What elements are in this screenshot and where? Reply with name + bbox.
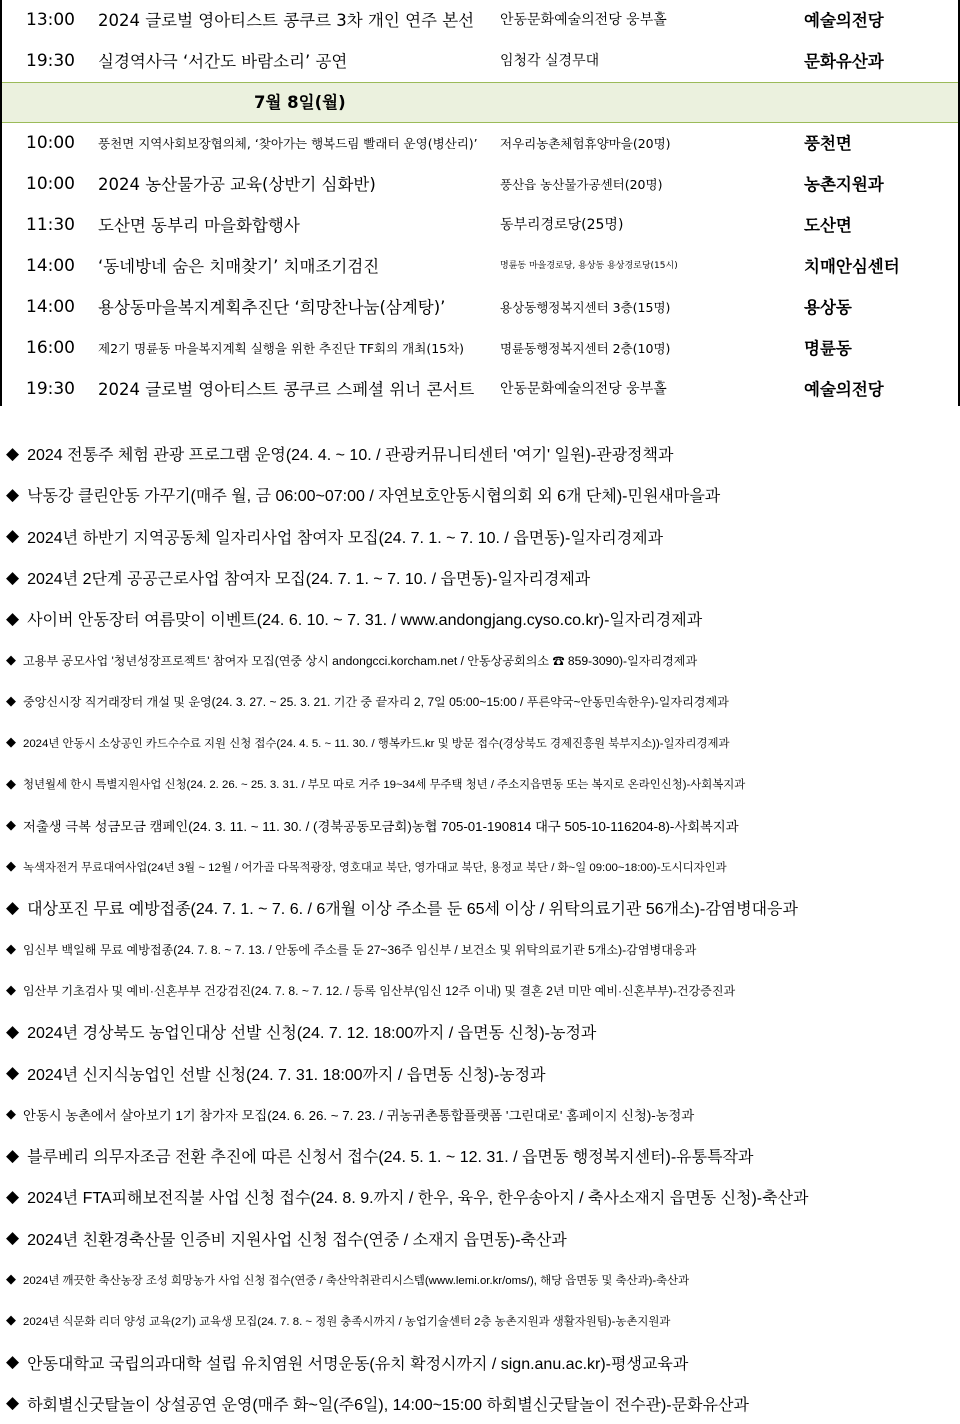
diamond-bullet-icon: ◆ — [6, 1393, 20, 1414]
diamond-bullet-icon: ◆ — [6, 1021, 20, 1042]
event-time: 13:00 — [26, 10, 75, 30]
notice-text: 블루베리 의무자조금 전환 추진에 따른 신청서 접수(24. 5. 1. ~ 12. 31. / 읍면동 행정복지센터)-유통특작과 — [27, 1149, 754, 1167]
event-time: 14:00 — [26, 256, 75, 276]
notice-item — [0, 970, 960, 1011]
event-title: 도산면 동부리 마을화합행사 — [98, 216, 300, 235]
notice-item — [0, 1300, 960, 1341]
diamond-bullet-icon: ◆ — [6, 776, 16, 792]
notice-text: 안동대학교 국립의과대학 설립 유치염원 서명운동(유치 확정시까지 / sign.anu.ac.kr)-평생교육과 — [27, 1355, 689, 1373]
notice-item — [0, 1383, 960, 1424]
notice-item — [0, 598, 960, 639]
diamond-bullet-icon: ◆ — [6, 693, 16, 709]
notice-text: 녹색자전거 무료대여사업(24년 3월 ~ 12월 / 어가골 다목적광장, 영호대교 북단, 영가대교 북단, 용정교 북단 / 화~일 09:00~18:00)-도시디자인과 — [23, 861, 727, 874]
event-place: 명륜동 마을경로당, 용상동 용상경로당(15시) — [500, 261, 678, 271]
notice-item — [0, 1176, 960, 1217]
notice-text: 중앙신시장 직거래장터 개설 및 운영(24. 3. 27. ~ 25. 3. 21. 기간 중 끝자리 2, 7일 05:00~15:00 / 푸른약국~안동민속한우)-일자리경제과 — [23, 694, 729, 709]
notice-text: 2024년 2단계 공공근로사업 참여자 모집(24. 7. 1. ~ 7. 10. / 읍면동)-일자리경제과 — [27, 571, 591, 589]
notice-text: 임산부 기초검사 및 예비·신혼부부 건강검진(24. 7. 8. ~ 7. 12. / 등록 임산부(임신 12주 이내) 및 결혼 2년 미만 예비·신혼부부)-건강증진과 — [23, 984, 736, 998]
notice-item — [0, 1342, 960, 1383]
notice-item — [0, 1011, 960, 1052]
event-time: 16:00 — [26, 338, 75, 358]
notice-item — [0, 1135, 960, 1176]
schedule-row — [2, 369, 958, 410]
notice-text: 청년월세 한시 특별지원사업 신청(24. 2. 26. ~ 25. 3. 31. / 부모 따로 거주 19~34세 무주택 청년 / 주소지읍면동 또는 복지로 온라인신청)-사회복지과 — [23, 779, 746, 792]
event-time: 11:30 — [26, 215, 75, 235]
date-header-label: 7월 8일(월) — [254, 93, 346, 112]
diamond-bullet-icon: ◆ — [6, 983, 16, 998]
event-title: 2024 농산물가공 교육(상반기 심화반) — [98, 175, 376, 194]
notice-text: 2024년 신지식농업인 선발 신청(24. 7. 31. 18:00까지 / 읍면동 신청)-농정과 — [27, 1066, 546, 1084]
schedule-row — [2, 164, 958, 205]
diamond-bullet-icon: ◆ — [6, 897, 20, 918]
notice-text: 2024 전통주 체험 관광 프로그램 운영(24. 4. ~ 10. / 관광커뮤니티센터 '여기' 일원)-관광정책과 — [27, 447, 674, 465]
notice-text: 임신부 백일해 무료 예방접종(24. 7. 8. ~ 7. 13. / 안동에 주소를 둔 27~36주 임신부 / 보건소 및 위탁의료기관 5개소)-감염병대응과 — [23, 942, 697, 957]
notice-text: 2024년 경상북도 농업인대상 선발 신청(24. 7. 12. 18:00까지 / 읍면동 신청)-농정과 — [27, 1025, 597, 1043]
notice-text: 2024년 깨끗한 축산농장 조성 희망농가 사업 신청 접수(연중 / 축산악취관리시스템(www.lemi.or.kr/oms/), 해당 읍면동 및 축산과)-축산과 — [23, 1274, 690, 1287]
diamond-bullet-icon: ◆ — [6, 1186, 20, 1207]
diamond-bullet-icon: ◆ — [6, 443, 20, 464]
notice-item — [0, 681, 960, 722]
notice-text: 고용부 공모사업 '청년성장프로젝트' 참여자 모집(연중 상시 andongcci.korcham.net / 안동상공회의소 ☎ 859-3090)-일자리경제과 — [23, 653, 698, 668]
diamond-bullet-icon: ◆ — [6, 1145, 20, 1166]
schedule-row — [2, 287, 958, 328]
diamond-bullet-icon: ◆ — [6, 1106, 16, 1122]
event-dept: 예술의전당 — [804, 380, 884, 399]
diamond-bullet-icon: ◆ — [6, 817, 16, 833]
notice-text: 낙동강 클린안동 가꾸기(매주 월, 금 06:00~07:00 / 자연보호안동시협의회 외 6개 단체)-민원새마을과 — [27, 488, 721, 506]
schedule-row — [2, 205, 958, 246]
event-dept: 농촌지원과 — [804, 175, 884, 194]
event-title: ‘동네방네 숨은 치매찾기’ 치매조기검진 — [98, 257, 380, 276]
schedule-row — [2, 328, 958, 369]
notice-item — [0, 846, 960, 887]
event-time: 10:00 — [26, 174, 75, 194]
diamond-bullet-icon: ◆ — [6, 735, 16, 751]
diamond-bullet-icon: ◆ — [6, 1272, 16, 1288]
diamond-bullet-icon: ◆ — [6, 1313, 16, 1329]
event-time: 19:30 — [26, 379, 75, 399]
notice-item — [0, 1218, 960, 1259]
event-title: 제2기 명륜동 마을복지계획 실행을 위한 추진단 TF회의 개최(15차) — [98, 341, 465, 356]
notice-text: 2024년 식문화 리더 양성 교육(2기) 교육생 모집(24. 7. 8. ~ 정원 충족시까지 / 농업기술센터 2층 농촌지원과 생활자원팀)-농촌지원과 — [23, 1315, 671, 1328]
event-time: 19:30 — [26, 51, 75, 71]
notice-text: 사이버 안동장터 여름맞이 이벤트(24. 6. 10. ~ 7. 31. / www.andongjang.cyso.co.kr)-일자리경제과 — [27, 612, 703, 630]
notice-text: 2024년 안동시 소상공인 카드수수료 지원 신청 접수(24. 4. 5. ~ 11. 30. / 행복카드.kr 및 방문 접수(경상북도 경제진흥원 북부지소))-일자리경제과 — [23, 737, 730, 750]
event-place: 용상동행정복지센터 3층(15명) — [500, 300, 671, 315]
notice-text: 안동시 농촌에서 살아보기 1기 참가자 모집(24. 6. 26. ~ 7. 23. / 귀농귀촌통합플랫폼 '그린대로' 홈페이지 신청)-농정과 — [23, 1107, 695, 1123]
event-title: 2024 글로벌 영아티스트 콩쿠르 3차 개인 연주 본선 — [98, 11, 475, 30]
event-dept: 문화유산과 — [804, 52, 884, 71]
event-title: 용상동마을복지계획추진단 ‘희망찬나눔(삼계탕)’ — [98, 298, 446, 317]
event-time: 14:00 — [26, 297, 75, 317]
notice-text: 하회별신굿탈놀이 상설공연 운영(매주 화~일(주6일), 14:00~15:00 하회별신굿탈놀이 전수관)-문화유산과 — [27, 1396, 749, 1414]
event-dept: 명륜동 — [804, 339, 852, 358]
event-place: 풍산읍 농산물가공센터(20명) — [500, 177, 663, 192]
notice-text: 2024년 친환경축산물 인증비 지원사업 신청 접수(연중 / 소재지 읍면동)-축산과 — [27, 1231, 567, 1249]
notice-text: 대상포진 무료 예방접종(24. 7. 1. ~ 7. 6. / 6개월 이상 주소를 둔 65세 이상 / 위탁의료기관 56개소)-감염병대응과 — [27, 901, 798, 919]
notice-item — [0, 557, 960, 598]
notice-item — [0, 763, 960, 804]
notice-text: 저출생 극복 성금모금 캠페인(24. 3. 11. ~ 11. 30. / (경북공동모금회)농협 705-01-190814 대구 505-10-116204-8)-사회복지과 — [23, 818, 739, 834]
event-title: 실경역사극 ‘서간도 바람소리’ 공연 — [98, 52, 348, 71]
schedule-row — [2, 246, 958, 287]
schedule-row — [2, 0, 958, 41]
event-place: 명륜동행정복지센터 2층(10명) — [500, 341, 671, 356]
event-title: 풍천면 지역사회보장협의체, ‘찾아가는 행복드림 빨래터 운영(병산리)’ — [98, 136, 478, 151]
notice-item — [0, 1052, 960, 1093]
diamond-bullet-icon: ◆ — [6, 859, 16, 875]
event-place: 임청각 실경무대 — [500, 53, 600, 69]
notice-item — [0, 516, 960, 557]
notice-item — [0, 887, 960, 928]
notice-item — [0, 722, 960, 763]
notice-list — [0, 433, 960, 1424]
diamond-bullet-icon: ◆ — [6, 526, 20, 547]
event-place: 저우리농촌체험휴양마을(20명) — [500, 136, 671, 151]
diamond-bullet-icon: ◆ — [6, 1228, 20, 1249]
event-dept: 풍천면 — [804, 134, 852, 153]
event-place: 동부리경로당(25명) — [500, 217, 624, 233]
date-header — [2, 82, 958, 123]
diamond-bullet-icon: ◆ — [6, 484, 20, 505]
event-place: 안동문화예술의전당 웅부홀 — [500, 12, 667, 28]
event-dept: 치매안심센터 — [804, 257, 900, 276]
event-dept: 예술의전당 — [804, 11, 884, 30]
diamond-bullet-icon: ◆ — [6, 652, 16, 668]
notice-item — [0, 1094, 960, 1135]
event-place: 안동문화예술의전당 웅부홀 — [500, 381, 667, 397]
diamond-bullet-icon: ◆ — [6, 608, 20, 629]
notice-text: 2024년 FTA피해보전직불 사업 신청 접수(24. 8. 9.까지 / 한우, 육우, 한우송아지 / 축사소재지 읍면동 신청)-축산과 — [27, 1190, 809, 1208]
notice-item — [0, 474, 960, 515]
schedule-row — [2, 123, 958, 164]
notice-item — [0, 433, 960, 474]
notice-item — [0, 1259, 960, 1300]
notice-item — [0, 639, 960, 680]
notice-item — [0, 929, 960, 970]
notice-text: 2024년 하반기 지역공동체 일자리사업 참여자 모집(24. 7. 1. ~ 7. 10. / 읍면동)-일자리경제과 — [27, 529, 664, 547]
diamond-bullet-icon: ◆ — [6, 941, 16, 957]
notice-item — [0, 805, 960, 846]
diamond-bullet-icon: ◆ — [6, 567, 20, 588]
diamond-bullet-icon: ◆ — [6, 1063, 20, 1084]
schedule-row — [2, 41, 958, 82]
event-dept: 용상동 — [804, 298, 852, 317]
event-title: 2024 글로벌 영아티스트 콩쿠르 스페셜 위너 콘서트 — [98, 380, 475, 399]
event-time: 10:00 — [26, 133, 75, 153]
diamond-bullet-icon: ◆ — [6, 1352, 20, 1373]
event-dept: 도산면 — [804, 216, 852, 235]
